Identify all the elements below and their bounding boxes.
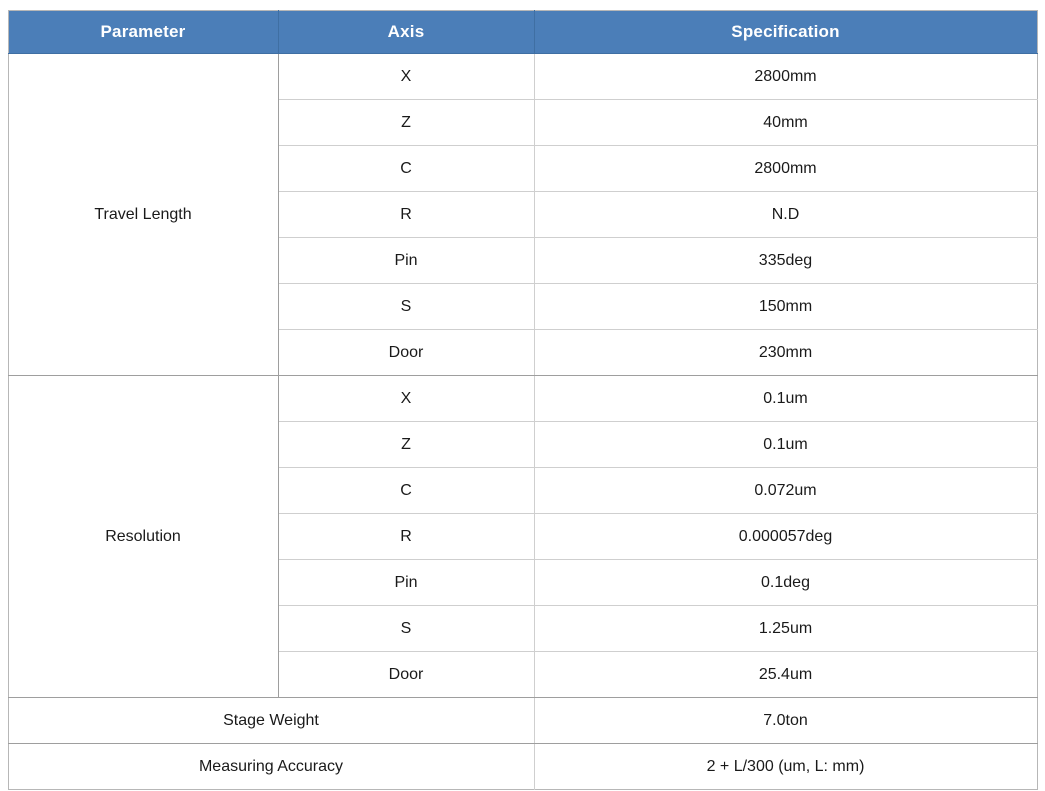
axis-cell: R bbox=[278, 514, 534, 560]
table-header bbox=[8, 11, 1037, 54]
spec-cell: 2 + L/300 (um, L: mm) bbox=[534, 744, 1037, 790]
spec-cell: 2800mm bbox=[534, 54, 1037, 100]
spec-cell: 0.1um bbox=[534, 376, 1037, 422]
axis-cell: C bbox=[278, 146, 534, 192]
specification-table bbox=[8, 10, 1038, 790]
axis-cell: C bbox=[278, 468, 534, 514]
table-row bbox=[8, 54, 1037, 100]
spec-cell: 335deg bbox=[534, 238, 1037, 284]
spec-cell: 7.0ton bbox=[534, 698, 1037, 744]
spec-cell: 0.000057deg bbox=[534, 514, 1037, 560]
table-row bbox=[8, 376, 1037, 422]
axis-cell: Z bbox=[278, 422, 534, 468]
table-body bbox=[8, 54, 1037, 790]
axis-cell: X bbox=[278, 54, 534, 100]
spec-cell: 40mm bbox=[534, 100, 1037, 146]
spec-cell: 150mm bbox=[534, 284, 1037, 330]
axis-cell: Pin bbox=[278, 238, 534, 284]
axis-cell: Door bbox=[278, 330, 534, 376]
spec-cell: 0.072um bbox=[534, 468, 1037, 514]
axis-cell: R bbox=[278, 192, 534, 238]
spec-cell: 1.25um bbox=[534, 606, 1037, 652]
spec-cell: 0.1deg bbox=[534, 560, 1037, 606]
parameter-stage-weight: Stage Weight bbox=[8, 698, 534, 744]
spec-cell: 25.4um bbox=[534, 652, 1037, 698]
spec-cell: 0.1um bbox=[534, 422, 1037, 468]
axis-cell: X bbox=[278, 376, 534, 422]
spec-cell: 2800mm bbox=[534, 146, 1037, 192]
axis-cell: Z bbox=[278, 100, 534, 146]
parameter-measuring-accuracy: Measuring Accuracy bbox=[8, 744, 534, 790]
table-row bbox=[8, 698, 1037, 744]
axis-cell: S bbox=[278, 606, 534, 652]
axis-cell: Pin bbox=[278, 560, 534, 606]
column-header-parameter: Parameter bbox=[8, 11, 278, 54]
column-header-specification: Specification bbox=[534, 11, 1037, 54]
spec-cell: 230mm bbox=[534, 330, 1037, 376]
column-header-axis: Axis bbox=[278, 11, 534, 54]
axis-cell: S bbox=[278, 284, 534, 330]
parameter-group-resolution: Resolution bbox=[8, 376, 278, 698]
table-header-row bbox=[8, 11, 1037, 54]
table-row bbox=[8, 744, 1037, 790]
axis-cell: Door bbox=[278, 652, 534, 698]
spec-cell: N.D bbox=[534, 192, 1037, 238]
parameter-group-travel-length: Travel Length bbox=[8, 54, 278, 376]
